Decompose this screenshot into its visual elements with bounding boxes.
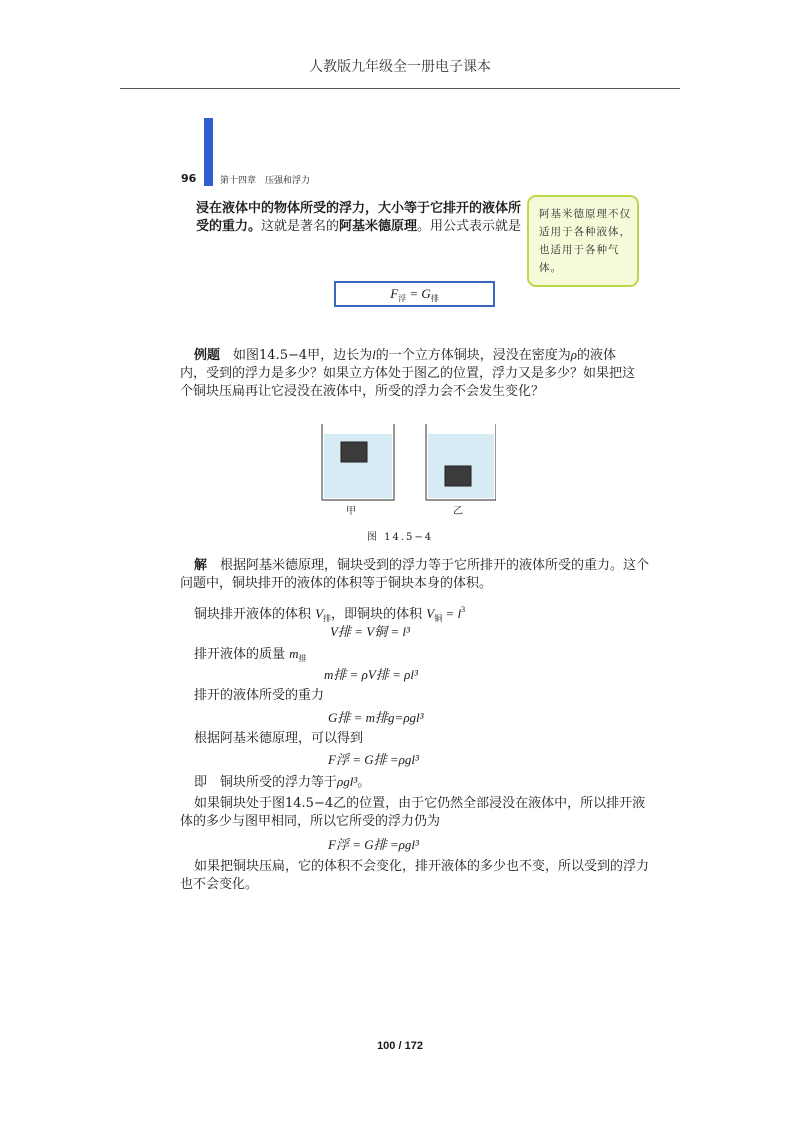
solution-line-2b: ，即铜块的体积 (331, 607, 427, 622)
solution-line-6c: 。 (357, 775, 371, 790)
solution-line-3: 排开液体的质量 $m_排$ (194, 646, 307, 663)
equation-2: m排 = ρV排 = ρl³ (324, 667, 418, 682)
side-note (527, 195, 639, 287)
example-text-b: 的一个立方体铜块，浸没在密度为 (375, 348, 571, 363)
principle-statement (196, 200, 526, 236)
formula-lhs: F (390, 286, 399, 301)
beaker-a (322, 424, 394, 500)
copper-block-a (341, 442, 367, 462)
example-text-a: 如图14.5−4甲，边长为 (233, 348, 373, 363)
solution-line-3-text: 排开液体的质量 (194, 647, 290, 662)
example-problem (180, 346, 640, 401)
formula-lhs-sub: 浮 (398, 294, 407, 303)
figure-label-yi: 乙 (453, 506, 463, 517)
equation-3: G排 = m排g=ρgl³ (328, 710, 424, 725)
chapter-accent-bar (204, 118, 213, 186)
header-divider (120, 88, 680, 89)
solution-line-5: 根据阿基米德原理，可以得到 (194, 731, 364, 746)
solution-line-6 (194, 773, 370, 792)
example-label: 例题 (194, 348, 221, 363)
solution-label: 解 (194, 558, 208, 573)
side-note-text: 阿基米德原理不仅适用于各种液体，也适用于各种气体。 (539, 208, 631, 274)
formula-rhs: G (421, 286, 431, 301)
solution-line-6a: 即 铜块所受的浮力等于 (194, 775, 338, 790)
beaker-figure (316, 422, 496, 522)
principle-bold-text: 浸在液体中的物体所受的浮力，大小等于它排开的液体所受的重力。 (196, 201, 522, 234)
solution-line-2a: 铜块排开液体的体积 (194, 607, 316, 622)
solution-line-1: 根据阿基米德原理，铜块受到的浮力等于它所排开的液体所受的重力。这个问题中，铜块排开的液体的体积等于铜块本身的体积。 (180, 558, 650, 591)
solution-line-8: 如果把铜块压扁，它的体积不会变化，排开液体的多少也不变，所以受到的浮力也不会变化。 (180, 859, 650, 892)
example-var-l: l (372, 347, 376, 362)
beaker-b (426, 424, 496, 500)
equation-5: F浮 = G排 =ρgl³ (328, 837, 419, 852)
equation-4: F浮 = G排 =ρgl³ (328, 752, 419, 767)
book-page-number: 96 (181, 172, 197, 185)
principle-name: 阿基米德原理 (339, 219, 418, 234)
solution-intro (180, 557, 650, 593)
example-var-rho: ρ (570, 347, 578, 362)
figure-caption: 图 14.5−4 (366, 532, 434, 543)
chapter-title: 第十四章 压强和浮力 (220, 176, 311, 186)
page-footer: 100 / 172 (377, 1040, 423, 1052)
principle-tail-text: 。用公式表示就是 (417, 219, 522, 234)
page-header: 人教版九年级全一册电子课本 (309, 59, 491, 75)
principle-normal-text: 这就是著名的 (261, 219, 340, 234)
figure-label-jia: 甲 (346, 506, 356, 517)
solution-line-7: 如果铜块处于图14.5−4乙的位置，由于它仍然全部浸没在液体中，所以排开液体的多少与图甲相同，所以它所受的浮力仍为 (180, 796, 646, 829)
equation-1: V排 = V铜 = l³ (330, 624, 410, 639)
solution-line-2: 铜块排开液体的体积 $V_排$，即铜块的体积 $V_铜 = l^3$ (194, 605, 466, 623)
copper-block-b (445, 466, 471, 486)
solution-line-6b: ρgl³ (337, 774, 358, 789)
example-text-c: 的液体内，受到的浮力是多少？如果立方体处于图乙的位置，浮力又是多少？如果把这个铜块压扁再让它浸没在液体中，所受的浮力会不会发生变化？ (180, 348, 636, 399)
archimedes-formula: $F_浮 = G_排$ (334, 281, 495, 307)
formula-rhs-sub: 排 (430, 294, 439, 303)
solution-line-4: 排开的液体所受的重力 (194, 688, 325, 703)
